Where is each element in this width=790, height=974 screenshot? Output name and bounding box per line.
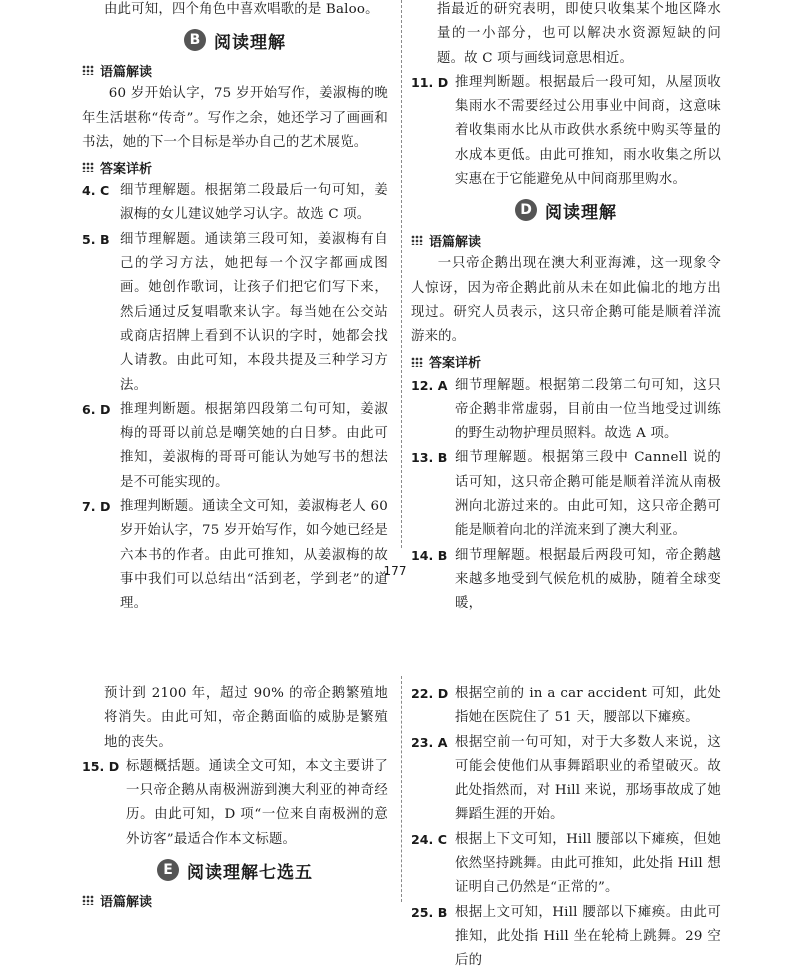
answer-item: 22. D 根据空前的 in a car accident 可知，此处指她在医院住了 51 天，腰部以下瘫痪。 bbox=[411, 682, 721, 731]
section-title: 阅读理解七选五 bbox=[187, 862, 313, 883]
summary-label: 语篇解读 bbox=[82, 888, 388, 912]
intro-line: 由此可知，四个角色中喜欢唱歌的是 Baloo。 bbox=[104, 2, 379, 17]
answer-letter: D bbox=[437, 686, 449, 701]
answer-letter: C bbox=[437, 831, 447, 847]
answer-item: 4. C 细节理解题。根据第二段最后一句可知，姜淑梅的女儿建议她学习认字。故选 C 项。 bbox=[82, 179, 388, 228]
answer-item: 6. D 推理判断题。根据第四段第二句可知，姜淑梅的哥哥以前总是嘲笑她的白日梦。由此可推知，姜淑梅的哥哥可能认为她写书的想法是不可能实现的。 bbox=[82, 398, 388, 495]
section-d-heading bbox=[411, 192, 721, 228]
dots-icon bbox=[411, 357, 423, 367]
summary-label: 语篇解读 bbox=[82, 58, 388, 82]
answer-letter: D bbox=[437, 74, 449, 90]
answer-letter: B bbox=[437, 547, 448, 563]
dots-icon bbox=[82, 65, 94, 75]
summary-label: 语篇解读 bbox=[411, 228, 721, 252]
answer-item: 15. D 标题概括题。通读全文可知，本文主要讲了一只帝企鹅从南极洲游到澳大利亚的神奇经历。由此可知，D 项“一位来自南极洲的意外访客”最适合作本文标题。 bbox=[82, 755, 388, 852]
answer-letter: B bbox=[99, 231, 110, 247]
answer-letter: B bbox=[437, 450, 448, 466]
answer-text: 细节理解题。根据第三段中 Cannell 说的话可知，这只帝企鹅可能是顺着洋流从南极洲向北游过来的。由此可知，这只帝企鹅可能是顺着向北的洋流来到了澳大利亚。 bbox=[455, 450, 721, 539]
page-bottom bbox=[0, 676, 790, 969]
right-column bbox=[411, 0, 721, 617]
answer-letter: D bbox=[99, 401, 111, 417]
answer-letter: A bbox=[437, 734, 448, 750]
answers-label: 答案详析 bbox=[82, 155, 388, 179]
answer-item: 24. C 根据上下文可知，Hill 腰部以下瘫痪，但她依然坚持跳舞。由此可推知，此处指 Hill 想证明自己仍然是“正常的”。 bbox=[411, 828, 721, 901]
section-b-heading bbox=[82, 22, 388, 58]
answer-letter: A bbox=[437, 377, 448, 393]
answer-item: 13. B 细节理解题。根据第三段中 Cannell 说的话可知，这只帝企鹅可能是顺着洋流从南极洲向北游过来的。由此可知，这只帝企鹅可能是顺着向北的洋流来到了澳大利亚。 bbox=[411, 446, 721, 543]
continued-text: 预计到 2100 年，超过 90% 的帝企鹅繁殖地将消失。由此可知，帝企鹅面临的威胁是繁殖地的丧失。 bbox=[104, 686, 388, 750]
answer-text: 根据上下文可知，Hill 腰部以下瘫痪，但她依然坚持跳舞。由此可推知，此处指 Hill 想证明自己仍然是“正常的”。 bbox=[455, 831, 721, 896]
right-column bbox=[411, 682, 721, 974]
dots-icon bbox=[82, 162, 94, 172]
answer-text: 根据空前一句可知，对于大多数人来说，这可能会使他们从事舞蹈职业的希望破灭。故此处指然而，对 Hill 来说，那场事故成了她舞蹈生涯的开始。 bbox=[455, 734, 721, 823]
answer-text: 标题概括题。通读全文可知，本文主要讲了一只帝企鹅从南极洲游到澳大利亚的神奇经历。由此可知，D 项“一位来自南极洲的意外访客”最适合作本文标题。 bbox=[126, 758, 388, 847]
answer-item: 25. B 根据上文可知，Hill 腰部以下瘫痪。由此可推知，此处指 Hill 坐在轮椅上跳舞。29 空后的 bbox=[411, 901, 721, 974]
answer-text: 推理判断题。根据第四段第二句可知，姜淑梅的哥哥以前总是嘲笑她的白日梦。由此可推知，姜淑梅的哥哥可能认为她写书的想法是不可能实现的。 bbox=[120, 401, 388, 490]
answer-text: 细节理解题。通读第三段可知，姜淑梅有自己的学习方法，她把每一个汉字都画成图画。她创作歌词，让孩子们把它们写下来，然后通过反复唱歌来认字。每当她在公交站或商店招牌上看到不认识的字时，她都会找人请教。由此可知，本段共提及三种学习方法。 bbox=[120, 231, 388, 393]
left-column bbox=[82, 682, 388, 912]
continued-text: 指最近的研究表明，即使只收集某个地区降水量的一小部分，也可以解决水资源短缺的问题。故 C 项与画线词意思相近。 bbox=[437, 2, 721, 66]
answer-letter: C bbox=[99, 183, 110, 199]
section-badge: B bbox=[184, 29, 206, 51]
section-badge: D bbox=[515, 199, 537, 221]
section-title: 阅读理解 bbox=[545, 202, 617, 223]
answer-text: 细节理解题。根据第二段最后一句可知，姜淑梅的女儿建议她学习认字。故选 C 项。 bbox=[120, 183, 388, 223]
column-divider bbox=[401, 676, 402, 902]
answer-item: 5. B 细节理解题。通读第三段可知，姜淑梅有自己的学习方法，她把每一个汉字都画成图画。她创作歌词，让孩子们把它们写下来，然后通过反复唱歌来认字。每当她在公交站或商店招牌上看到不认识的字时，她都会找人请教。由此可知，本段共提及三种学习方法。 bbox=[82, 228, 388, 398]
answer-letter: D bbox=[99, 499, 111, 515]
answer-text: 细节理解题。根据最后两段可知，帝企鹅越来越多地受到气候危机的威胁，随着全球变暖， bbox=[455, 547, 721, 612]
section-badge: E bbox=[157, 859, 179, 881]
passage-summary: 60 岁开始认字，75 岁开始写作，姜淑梅的晚年生活堪称“传奇”。写作之余，她还学习了画画和书法，她的下一个目标是举办自己的艺术展览。 bbox=[82, 86, 388, 150]
answer-text: 根据空前的 in a car accident 可知，此处指她在医院住了 51 天，腰部以下瘫痪。 bbox=[455, 686, 721, 726]
answer-letter: D bbox=[108, 758, 120, 774]
answer-item: 14. B 细节理解题。根据最后两段可知，帝企鹅越来越多地受到气候危机的威胁，随着全球变暖， bbox=[411, 544, 721, 617]
dots-icon bbox=[82, 895, 94, 905]
answer-item: 23. A 根据空前一句可知，对于大多数人来说，这可能会使他们从事舞蹈职业的希望破灭。故此处指然而，对 Hill 来说，那场事故成了她舞蹈生涯的开始。 bbox=[411, 731, 721, 828]
dots-icon bbox=[411, 235, 423, 245]
answer-item: 12. A 细节理解题。根据第二段第二句可知，这只帝企鹅非常虚弱，目前由一位当地受过训练的野生动物护理员照料。故选 A 项。 bbox=[411, 374, 721, 447]
answer-text: 细节理解题。根据第二段第二句可知，这只帝企鹅非常虚弱，目前由一位当地受过训练的野生动物护理员照料。故选 A 项。 bbox=[455, 377, 721, 442]
section-e-heading bbox=[82, 852, 388, 888]
answer-letter: B bbox=[437, 904, 448, 920]
page-number: 177 bbox=[383, 564, 407, 578]
answer-text: 推理判断题。根据最后一段可知，从屋顶收集雨水不需要经过公用事业中间商，这意味着收集雨水比从市政供水系统中购买等量的水成本更低。由此可推知，雨水收集之所以实惠在于它能避免从中间商那里购水。 bbox=[455, 74, 721, 188]
answer-text: 推理判断题。通读全文可知，姜淑梅老人 60 岁开始认字，75 岁开始写作，如今她已经是六本书的作者。由此可推知，从姜淑梅的故事中我们可以总结出“活到老，学到老”的道理。 bbox=[120, 499, 388, 612]
answer-text: 根据上文可知，Hill 腰部以下瘫痪。由此可推知，此处指 Hill 坐在轮椅上跳舞。29 空后的 bbox=[455, 904, 721, 969]
section-title: 阅读理解 bbox=[214, 32, 286, 53]
answer-item: 11. D 推理判断题。根据最后一段可知，从屋顶收集雨水不需要经过公用事业中间商，这意味着收集雨水比从市政供水系统中购买等量的水成本更低。由此可推知，雨水收集之所以实惠在于它能避免从中间商那里购水。 bbox=[411, 71, 721, 192]
left-column bbox=[82, 0, 388, 617]
answer-item: 7. D 推理判断题。通读全文可知，姜淑梅老人 60 岁开始认字，75 岁开始写作，如今她已经是六本书的作者。由此可推知，从姜淑梅的故事中我们可以总结出“活到老，学到老”的道理。 bbox=[82, 495, 388, 616]
passage-summary: 一只帝企鹅出现在澳大利亚海滩，这一现象令人惊讶，因为帝企鹅此前从未在如此偏北的地方出现过。研究人员表示，这只帝企鹅可能是顺着洋流游来的。 bbox=[411, 256, 721, 345]
column-divider bbox=[401, 0, 402, 548]
answers-label: 答案详析 bbox=[411, 350, 721, 374]
